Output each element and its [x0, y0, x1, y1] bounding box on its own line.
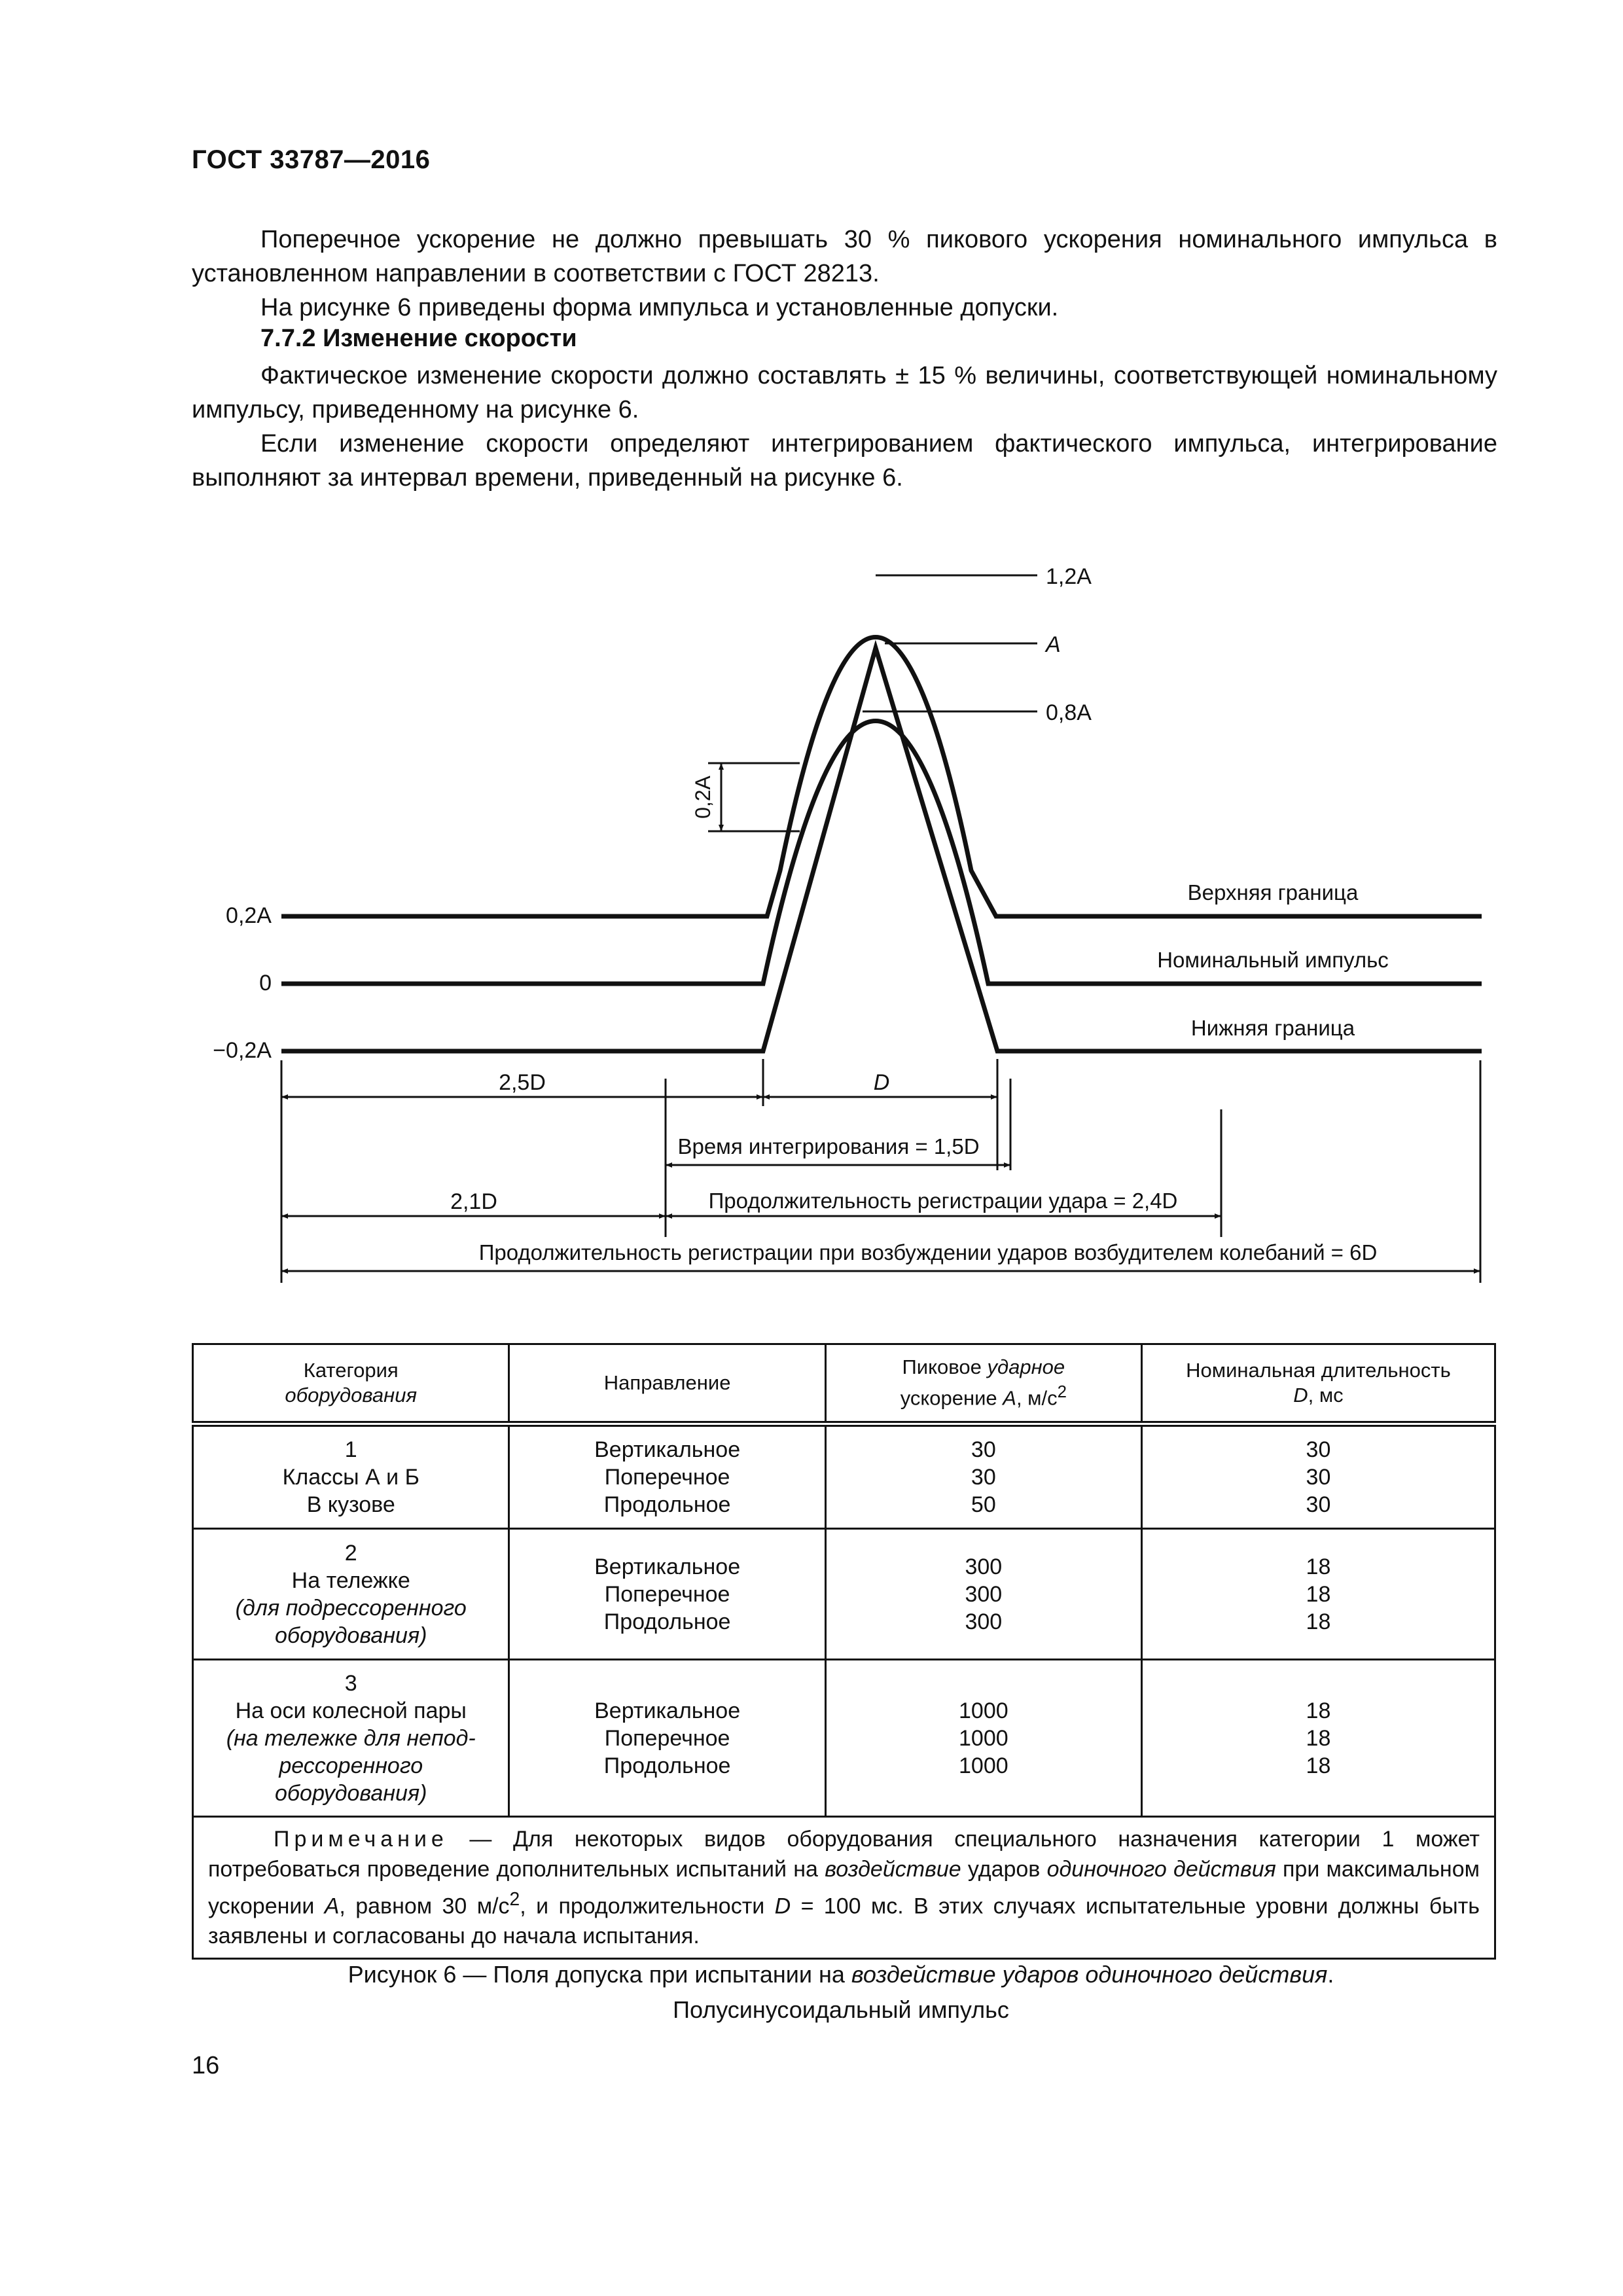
label-peak-nominal: A	[1046, 632, 1061, 657]
section-heading: 7.7.2 Изменение скорости	[260, 325, 577, 352]
paragraph-lateral-acceleration: Поперечное ускорение не должно превышать 30 % пикового ускорения номинального импульса в установленном направлении в соответствии с ГОСТ 28213.	[192, 226, 1497, 287]
table-row	[193, 1529, 1495, 1660]
cell-duration: 18 18 18	[1141, 1660, 1495, 1817]
y-label-zero: 0	[259, 971, 272, 996]
document-code: ГОСТ 33787—2016	[192, 145, 431, 174]
cell-acceleration: 30 30 50	[825, 1424, 1141, 1529]
label-nominal-pulse: Номинальный импульс	[1157, 948, 1389, 972]
label-pre-time: 2,5D	[499, 1070, 546, 1095]
upper-boundary-curve	[281, 637, 1482, 917]
cell-category: 1 Классы А и Б В кузове	[193, 1424, 509, 1529]
table-row	[193, 1424, 1495, 1529]
label-integration-time: Время интегрирования = 1,5D	[677, 1134, 980, 1158]
label-tolerance: 0,2A	[691, 776, 715, 819]
cell-direction: Вертикальное Поперечное Продольное	[509, 1660, 825, 1817]
cell-direction: Вертикальное Поперечное Продольное	[509, 1424, 825, 1529]
header-category: Категория оборудования	[193, 1344, 509, 1424]
label-peak-upper: 1,2A	[1046, 564, 1092, 589]
figure-caption: Рисунок 6 — Поля допуска при испытании на воздействие ударов одиночного действия. Полусинусоидальный импульс	[348, 1961, 1334, 2023]
label-pre-registration: 2,1D	[450, 1189, 497, 1214]
cell-acceleration: 300 300 300	[825, 1529, 1141, 1660]
page-number: 16	[192, 2052, 220, 2079]
y-label-lower: −0,2A	[213, 1038, 272, 1063]
lower-boundary-curve	[281, 648, 1482, 1051]
cell-direction: Вертикальное Поперечное Продольное	[509, 1529, 825, 1660]
cell-acceleration: 1000 1000 1000	[825, 1660, 1141, 1817]
table-note: Примечание — Для некоторых видов оборудования специального назначения категории 1 может потребоваться проведение дополнительных испытаний на воздействие ударов одиночного действия при максимальном ускорении A, равном 30 $м/с^2$, и продолжительности D = 100 мс. В этих случаях испытательные уровни должны быть заявлены и согласованы до начала испытания.	[193, 1817, 1495, 1959]
header-direction: Направление	[509, 1344, 825, 1424]
paragraph-figure-ref: На рисунке 6 приведены форма импульса и установленные допуски.	[260, 294, 1059, 321]
label-total-registration: Продолжительность регистрации при возбуждении ударов возбудителем колебаний = 6D	[478, 1240, 1378, 1265]
label-peak-lower: 0,8A	[1046, 700, 1092, 725]
label-duration: D	[873, 1070, 890, 1095]
pulse-tolerance-diagram	[0, 543, 1623, 1316]
paragraph-integration: Если изменение скорости определяют интегрированием фактического импульса, интегрирование выполняют за интервал времени, приведенный на рисунке 6.	[192, 430, 1497, 492]
table-row	[193, 1660, 1495, 1817]
shock-test-table	[192, 1343, 1496, 1960]
cell-duration: 18 18 18	[1141, 1529, 1495, 1660]
header-peak-acceleration: Пиковое ударное ускорение A, $м/с^2$	[825, 1344, 1141, 1424]
table-note-row	[193, 1817, 1495, 1959]
label-registration: Продолжительность регистрации удара = 2,4D	[708, 1189, 1178, 1213]
cell-duration: 30 30 30	[1141, 1424, 1495, 1529]
y-label-upper: 0,2A	[226, 903, 272, 928]
label-lower-boundary: Нижняя граница	[1190, 1016, 1355, 1040]
nominal-pulse-curve	[281, 721, 1482, 984]
header-nominal-duration: Номинальная длительность D, мс	[1141, 1344, 1495, 1424]
label-upper-boundary: Верхняя граница	[1187, 880, 1359, 905]
paragraph-velocity-change: Фактическое изменение скорости должно составлять ± 15 % величины, соответствующей номинальному импульсу, приведенному на рисунке 6.	[192, 362, 1497, 423]
cell-category: 3 На оси колесной пары (на тележке для непод- рессоренного оборудования)	[193, 1660, 509, 1817]
table-header-row	[193, 1344, 1495, 1424]
cell-category: 2 На тележке (для подрессоренного оборудования)	[193, 1529, 509, 1660]
